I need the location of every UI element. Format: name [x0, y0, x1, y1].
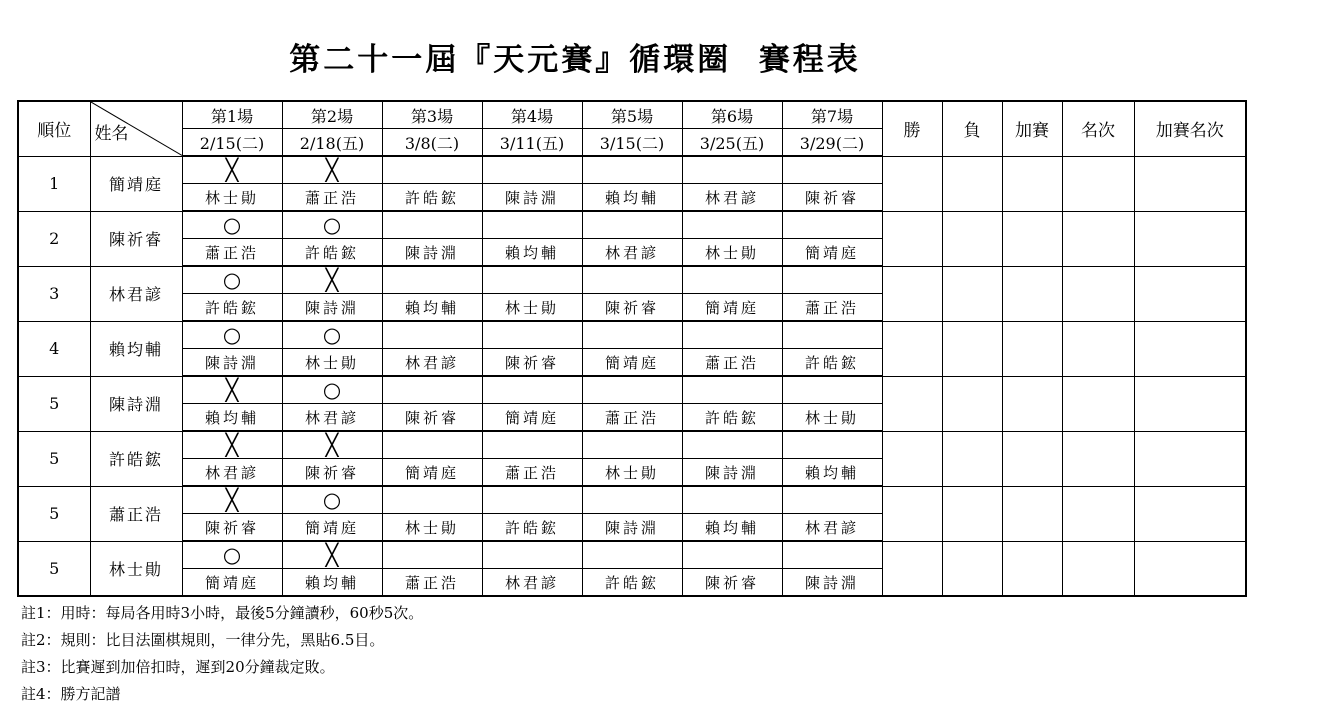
player-rank: 2	[18, 211, 90, 266]
opponent-cell: 簡靖庭	[382, 459, 482, 487]
bonus-games-cell[interactable]	[1002, 211, 1062, 266]
place-cell[interactable]	[1062, 211, 1134, 266]
result-cell	[582, 156, 682, 184]
result-mark: ╳	[325, 157, 339, 182]
opponent-cell: 許皓鋐	[782, 349, 882, 377]
result-cell	[282, 321, 382, 349]
place-cell[interactable]	[1062, 431, 1134, 486]
opponent-cell: 陳祈睿	[582, 294, 682, 322]
result-cell	[482, 211, 582, 239]
player-rank: 5	[18, 486, 90, 541]
round-4-header: 第4場	[482, 101, 582, 129]
bonus-games-cell[interactable]	[1002, 486, 1062, 541]
result-cell	[682, 431, 782, 459]
result-cell	[582, 321, 682, 349]
result-cell	[382, 376, 482, 404]
round-1-header: 第1場	[182, 101, 282, 129]
wins-header: 勝	[882, 101, 942, 156]
result-cell	[482, 431, 582, 459]
result-cell	[282, 156, 382, 184]
player-row	[18, 486, 1246, 514]
result-cell	[182, 431, 282, 459]
bonus-games-cell[interactable]	[1002, 156, 1062, 211]
note-2: 註2：規則：比目法圍棋規則，一律分先，黑貼6.5目。	[21, 631, 385, 649]
player-name: 蕭正浩	[90, 486, 182, 541]
result-cell	[682, 266, 782, 294]
result-cell	[282, 266, 382, 294]
bonus-place-cell[interactable]	[1134, 211, 1246, 266]
opponent-cell: 賴均輔	[482, 239, 582, 267]
opponent-cell: 林君諺	[782, 514, 882, 542]
bonus-place-cell[interactable]	[1134, 486, 1246, 541]
result-mark: ╳	[325, 432, 339, 457]
opponent-cell: 陳祈睿	[482, 349, 582, 377]
opponent-cell: 陳詩淵	[182, 349, 282, 377]
notes	[21, 603, 423, 711]
player-row	[18, 156, 1246, 184]
result-cell	[282, 541, 382, 569]
bonus-games-cell[interactable]	[1002, 431, 1062, 486]
losses-cell[interactable]	[942, 266, 1002, 321]
opponent-cell: 陳詩淵	[282, 294, 382, 322]
name-header	[90, 101, 182, 156]
losses-header: 負	[942, 101, 1002, 156]
opponent-cell: 簡靖庭	[282, 514, 382, 542]
player-row	[18, 321, 1246, 349]
round-5-date: 3/15(二)	[582, 129, 682, 157]
bonus-games-cell[interactable]	[1002, 541, 1062, 596]
player-row	[18, 541, 1246, 569]
result-cell	[782, 376, 882, 404]
result-cell	[382, 321, 482, 349]
opponent-cell: 蕭正浩	[582, 404, 682, 432]
player-row	[18, 266, 1246, 294]
result-mark: ╳	[325, 542, 339, 567]
wins-cell[interactable]	[882, 431, 942, 486]
opponent-cell: 蕭正浩	[182, 239, 282, 267]
round-4-date: 3/11(五)	[482, 129, 582, 157]
opponent-cell: 簡靖庭	[782, 239, 882, 267]
round-7-date: 3/29(二)	[782, 129, 882, 157]
player-row	[18, 431, 1246, 459]
result-cell	[682, 376, 782, 404]
wins-cell[interactable]	[882, 266, 942, 321]
opponent-cell: 林士勛	[782, 404, 882, 432]
opponent-cell: 賴均輔	[582, 184, 682, 212]
result-mark: ○	[322, 377, 342, 402]
losses-cell[interactable]	[942, 376, 1002, 431]
opponent-cell: 林士勛	[482, 294, 582, 322]
player-rank: 4	[18, 321, 90, 376]
result-cell	[182, 541, 282, 569]
opponent-cell: 陳詩淵	[482, 184, 582, 212]
opponent-cell: 林君諺	[582, 239, 682, 267]
player-rank: 5	[18, 376, 90, 431]
opponent-cell: 陳祈睿	[782, 184, 882, 212]
result-cell	[682, 541, 782, 569]
opponent-cell: 賴均輔	[182, 404, 282, 432]
header-row-rounds	[18, 101, 1246, 129]
result-mark: ○	[222, 322, 242, 347]
result-mark: ○	[322, 212, 342, 237]
result-cell	[482, 376, 582, 404]
opponent-cell: 許皓鋐	[382, 184, 482, 212]
wins-cell[interactable]	[882, 486, 942, 541]
result-cell	[682, 211, 782, 239]
player-name: 許皓鋐	[90, 431, 182, 486]
opponent-cell: 蕭正浩	[482, 459, 582, 487]
wins-cell[interactable]	[882, 321, 942, 376]
opponent-cell: 許皓鋐	[182, 294, 282, 322]
result-cell	[282, 376, 382, 404]
round-6-date: 3/25(五)	[682, 129, 782, 157]
player-name: 林士勛	[90, 541, 182, 596]
result-mark: ╳	[225, 377, 239, 402]
note-4: 註4：勝方記譜	[21, 685, 121, 703]
result-cell	[182, 376, 282, 404]
rank-header: 順位	[18, 101, 90, 156]
opponent-cell: 賴均輔	[682, 514, 782, 542]
losses-cell[interactable]	[942, 156, 1002, 211]
result-cell	[582, 266, 682, 294]
result-cell	[482, 321, 582, 349]
result-cell	[382, 541, 482, 569]
page-title: 第二十一屆『天元賽』循環圈 賽程表	[289, 42, 861, 78]
result-cell	[182, 486, 282, 514]
round-2-date: 2/18(五)	[282, 129, 382, 157]
result-cell	[282, 431, 382, 459]
opponent-cell: 林君諺	[382, 349, 482, 377]
player-rank: 3	[18, 266, 90, 321]
opponent-cell: 陳詩淵	[682, 459, 782, 487]
opponent-cell: 林士勛	[182, 184, 282, 212]
result-cell	[482, 266, 582, 294]
result-mark: ○	[222, 267, 242, 292]
opponent-cell: 林君諺	[282, 404, 382, 432]
result-cell	[582, 486, 682, 514]
result-cell	[182, 266, 282, 294]
result-cell	[782, 266, 882, 294]
round-2-header: 第2場	[282, 101, 382, 129]
place-cell[interactable]	[1062, 321, 1134, 376]
bonus-games-cell[interactable]	[1002, 321, 1062, 376]
result-cell	[182, 321, 282, 349]
result-cell	[282, 211, 382, 239]
wins-cell[interactable]	[882, 211, 942, 266]
result-cell	[782, 541, 882, 569]
wins-cell[interactable]	[882, 541, 942, 596]
result-cell	[582, 376, 682, 404]
place-cell[interactable]	[1062, 486, 1134, 541]
wins-cell[interactable]	[882, 376, 942, 431]
result-cell	[382, 486, 482, 514]
result-cell	[382, 431, 482, 459]
result-cell	[682, 321, 782, 349]
player-name: 陳祈睿	[90, 211, 182, 266]
losses-cell[interactable]	[942, 431, 1002, 486]
place-header: 名次	[1062, 101, 1134, 156]
opponent-cell: 陳詩淵	[782, 569, 882, 597]
opponent-cell: 陳詩淵	[582, 514, 682, 542]
result-mark: ╳	[325, 267, 339, 292]
place-cell[interactable]	[1062, 266, 1134, 321]
opponent-cell: 許皓鋐	[282, 239, 382, 267]
result-cell	[582, 541, 682, 569]
opponent-cell: 陳詩淵	[382, 239, 482, 267]
opponent-cell: 簡靖庭	[582, 349, 682, 377]
result-cell	[282, 486, 382, 514]
opponent-cell: 林士勛	[282, 349, 382, 377]
opponent-cell: 簡靖庭	[182, 569, 282, 597]
opponent-cell: 陳祈睿	[282, 459, 382, 487]
bonus-place-cell[interactable]	[1134, 431, 1246, 486]
round-3-date: 3/8(二)	[382, 129, 482, 157]
schedule-table	[17, 100, 1247, 597]
opponent-cell: 許皓鋐	[682, 404, 782, 432]
round-1-date: 2/15(二)	[182, 129, 282, 157]
opponent-cell: 簡靖庭	[682, 294, 782, 322]
opponent-cell: 林士勛	[382, 514, 482, 542]
round-5-header: 第5場	[582, 101, 682, 129]
bonus-games-cell[interactable]	[1002, 376, 1062, 431]
player-name: 林君諺	[90, 266, 182, 321]
result-cell	[782, 431, 882, 459]
opponent-cell: 蕭正浩	[282, 184, 382, 212]
opponent-cell: 林士勛	[582, 459, 682, 487]
opponent-cell: 許皓鋐	[582, 569, 682, 597]
bonus-games-cell[interactable]	[1002, 266, 1062, 321]
player-rank: 1	[18, 156, 90, 211]
result-cell	[482, 486, 582, 514]
opponent-cell: 簡靖庭	[482, 404, 582, 432]
result-cell	[782, 156, 882, 184]
diagonal-divider	[91, 102, 182, 156]
opponent-cell: 林君諺	[682, 184, 782, 212]
result-cell	[682, 486, 782, 514]
players-body	[18, 156, 1246, 596]
result-cell	[682, 156, 782, 184]
place-cell[interactable]	[1062, 156, 1134, 211]
result-cell	[482, 541, 582, 569]
player-name: 陳詩淵	[90, 376, 182, 431]
place-cell[interactable]	[1062, 541, 1134, 596]
result-cell	[482, 156, 582, 184]
result-mark: ○	[322, 322, 342, 347]
opponent-cell: 陳祈睿	[182, 514, 282, 542]
player-rank: 5	[18, 431, 90, 486]
note-3: 註3：比賽遲到加倍扣時，遲到20分鐘裁定敗。	[21, 658, 335, 676]
opponent-cell: 陳祈睿	[382, 404, 482, 432]
bonus-place-cell[interactable]	[1134, 541, 1246, 596]
opponent-cell: 蕭正浩	[382, 569, 482, 597]
result-mark: ○	[222, 212, 242, 237]
player-name: 賴均輔	[90, 321, 182, 376]
player-name: 簡靖庭	[90, 156, 182, 211]
result-cell	[382, 211, 482, 239]
opponent-cell: 賴均輔	[782, 459, 882, 487]
result-cell	[782, 486, 882, 514]
result-cell	[182, 211, 282, 239]
round-6-header: 第6場	[682, 101, 782, 129]
bonus-place-cell[interactable]	[1134, 321, 1246, 376]
result-mark: ╳	[225, 487, 239, 512]
round-3-header: 第3場	[382, 101, 482, 129]
note-1: 註1：用時：每局各用時3小時，最後5分鐘讀秒，60秒5次。	[21, 604, 424, 622]
name-header-label: 姓名	[94, 124, 129, 144]
result-cell	[782, 211, 882, 239]
player-rank: 5	[18, 541, 90, 596]
player-row	[18, 376, 1246, 404]
opponent-cell: 許皓鋐	[482, 514, 582, 542]
bonus-place-cell[interactable]	[1134, 156, 1246, 211]
opponent-cell: 林君諺	[482, 569, 582, 597]
opponent-cell: 林士勛	[682, 239, 782, 267]
wins-cell[interactable]	[882, 156, 942, 211]
result-cell	[782, 321, 882, 349]
result-mark: ○	[222, 542, 242, 567]
result-mark: ╳	[225, 157, 239, 182]
opponent-cell: 賴均輔	[382, 294, 482, 322]
bonus-place-header: 加賽名次	[1134, 101, 1246, 156]
bonus-place-cell[interactable]	[1134, 376, 1246, 431]
losses-cell[interactable]	[942, 486, 1002, 541]
result-mark: ○	[322, 487, 342, 512]
opponent-cell: 蕭正浩	[682, 349, 782, 377]
opponent-cell: 陳祈睿	[682, 569, 782, 597]
opponent-cell: 蕭正浩	[782, 294, 882, 322]
result-cell	[582, 431, 682, 459]
result-mark: ╳	[225, 432, 239, 457]
result-cell	[382, 266, 482, 294]
losses-cell[interactable]	[942, 321, 1002, 376]
result-cell	[182, 156, 282, 184]
bonus-games-header: 加賽	[1002, 101, 1062, 156]
losses-cell[interactable]	[942, 211, 1002, 266]
opponent-cell: 賴均輔	[282, 569, 382, 597]
player-row	[18, 211, 1246, 239]
place-cell[interactable]	[1062, 376, 1134, 431]
round-7-header: 第7場	[782, 101, 882, 129]
result-cell	[382, 156, 482, 184]
result-cell	[582, 211, 682, 239]
opponent-cell: 林君諺	[182, 459, 282, 487]
bonus-place-cell[interactable]	[1134, 266, 1246, 321]
losses-cell[interactable]	[942, 541, 1002, 596]
